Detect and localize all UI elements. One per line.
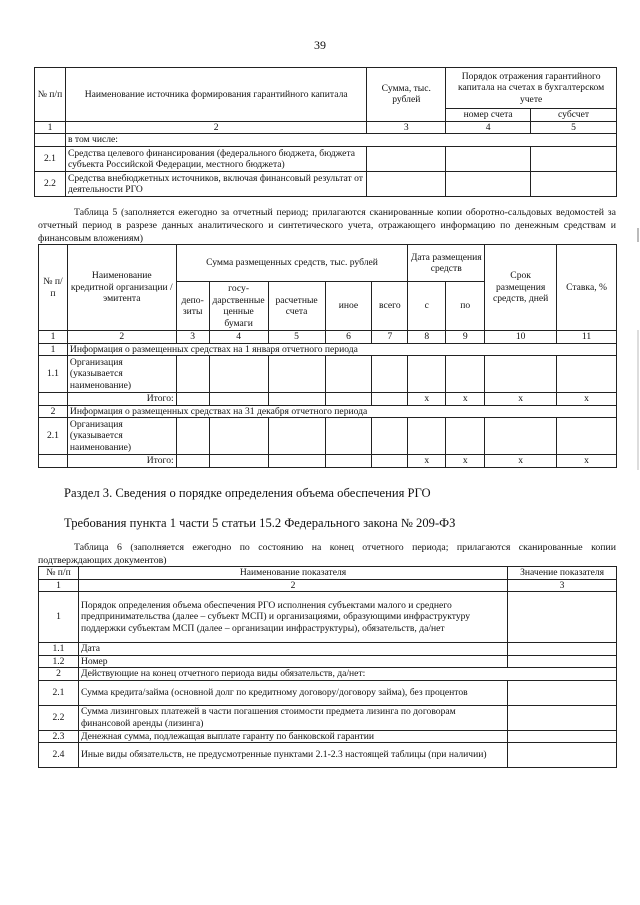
table-row bbox=[39, 643, 617, 656]
section3-heading: Раздел 3. Сведения о порядке определения объема обеспечения РГО bbox=[64, 486, 431, 500]
col-number: 1 bbox=[39, 579, 79, 592]
row-name: Денежная сумма, подлежащая выплате гаранту по банковской гарантии bbox=[78, 730, 507, 743]
deposits-total-cell[interactable] bbox=[176, 455, 209, 468]
header-sum-group: Сумма размещенных средств, тыс. рублей bbox=[176, 245, 408, 282]
subaccount-cell[interactable] bbox=[531, 147, 617, 172]
table-row bbox=[35, 172, 617, 197]
row-name: Средства целевого финансирования (федерального бюджета, бюджета субъекта Российской Федерации, местного бюджета) bbox=[65, 147, 366, 172]
gov-securities-cell[interactable] bbox=[209, 418, 268, 455]
row-num: 1.1 bbox=[39, 356, 68, 393]
table-row bbox=[35, 147, 617, 172]
col-number: 10 bbox=[485, 331, 557, 344]
table-row bbox=[39, 705, 617, 730]
table-row bbox=[39, 743, 617, 768]
x-mark: x bbox=[446, 455, 485, 468]
deposits-cell[interactable] bbox=[176, 418, 209, 455]
col-number: 2 bbox=[78, 579, 507, 592]
header-num: № п/п bbox=[39, 245, 68, 331]
row-num bbox=[35, 134, 66, 147]
table-row bbox=[39, 655, 617, 668]
other-total-cell[interactable] bbox=[325, 393, 372, 406]
page-number: 39 bbox=[314, 38, 326, 52]
obligations-table bbox=[38, 566, 617, 768]
scan-edge-mark bbox=[637, 228, 639, 242]
row-name: Дата bbox=[78, 643, 507, 656]
section-row bbox=[39, 405, 617, 418]
row-num: 2 bbox=[39, 668, 79, 681]
current-accounts-total-cell[interactable] bbox=[268, 393, 325, 406]
current-accounts-cell[interactable] bbox=[268, 356, 325, 393]
placed-funds-table bbox=[38, 244, 617, 468]
value-cell[interactable] bbox=[508, 655, 617, 668]
col-number: 3 bbox=[508, 579, 617, 592]
header-date-from: с bbox=[408, 282, 446, 331]
rate-cell[interactable] bbox=[557, 418, 617, 455]
header-deposits: депо-зиты bbox=[176, 282, 209, 331]
col-number: 2 bbox=[67, 331, 176, 344]
row-num: 1 bbox=[39, 592, 79, 643]
row-name: Сумма кредита/займа (основной долг по кредитному договору/договору займа), без процентов bbox=[78, 680, 507, 705]
col-number: 1 bbox=[35, 121, 66, 134]
value-cell[interactable] bbox=[508, 592, 617, 643]
row-num: 2.1 bbox=[39, 418, 68, 455]
header-accounting-order: Порядок отражения гарантийного капитала на счетах в бухгалтерском учете bbox=[446, 68, 617, 109]
section-row bbox=[39, 343, 617, 356]
guarantee-capital-table bbox=[34, 67, 617, 197]
total-cell[interactable] bbox=[372, 418, 408, 455]
header-total: всего bbox=[372, 282, 408, 331]
rate-cell[interactable] bbox=[557, 356, 617, 393]
header-source-name: Наименование источника формирования гарантийного капитала bbox=[65, 68, 366, 122]
other-cell[interactable] bbox=[325, 356, 372, 393]
row-num: 2.2 bbox=[35, 172, 66, 197]
row-num: 2.1 bbox=[39, 680, 79, 705]
header-sum: Сумма, тыс. рублей bbox=[367, 68, 446, 122]
col-number: 2 bbox=[65, 121, 366, 134]
header-indicator-name: Наименование показателя bbox=[78, 567, 507, 580]
deposits-cell[interactable] bbox=[176, 356, 209, 393]
deposits-total-cell[interactable] bbox=[176, 393, 209, 406]
term-cell[interactable] bbox=[485, 418, 557, 455]
x-mark: x bbox=[557, 393, 617, 406]
other-total-cell[interactable] bbox=[325, 455, 372, 468]
col-number: 1 bbox=[39, 331, 68, 344]
header-num: № п/п bbox=[39, 567, 79, 580]
header-org-name: Наименование кредитной организации / эмитента bbox=[67, 245, 176, 331]
row-name: Организация (указывается наименование) bbox=[67, 356, 176, 393]
section3-subheading: Требования пункта 1 части 5 статьи 15.2 Федерального закона № 209-ФЗ bbox=[64, 516, 456, 530]
header-num: № п/п bbox=[35, 68, 66, 122]
total-row bbox=[39, 455, 617, 468]
empty-cell bbox=[39, 393, 68, 406]
header-subaccount: субсчет bbox=[531, 109, 617, 122]
total-total-cell[interactable] bbox=[372, 455, 408, 468]
gov-securities-total-cell[interactable] bbox=[209, 393, 268, 406]
x-mark: x bbox=[485, 455, 557, 468]
table-row bbox=[39, 418, 617, 455]
col-number: 9 bbox=[446, 331, 485, 344]
x-mark: x bbox=[446, 393, 485, 406]
col-number: 8 bbox=[408, 331, 446, 344]
value-cell[interactable] bbox=[508, 730, 617, 743]
scan-edge-mark bbox=[637, 330, 639, 470]
table-row bbox=[35, 134, 617, 147]
header-term: Срок размещения средств, дней bbox=[485, 245, 557, 331]
value-cell[interactable] bbox=[508, 643, 617, 656]
total-label: Итого: bbox=[67, 393, 176, 406]
row-num: 2.4 bbox=[39, 743, 79, 768]
row-name: Номер bbox=[78, 655, 507, 668]
col-number: 3 bbox=[367, 121, 446, 134]
value-cell[interactable] bbox=[508, 680, 617, 705]
row-name: Сумма лизинговых платежей в части погашения стоимости предмета лизинга по договорам финансовой аренды (лизинга) bbox=[78, 705, 507, 730]
section-num: 1 bbox=[39, 343, 68, 356]
table-row bbox=[39, 592, 617, 643]
row-name: Средства внебюджетных источников, включая финансовый результат от деятельности РГО bbox=[65, 172, 366, 197]
header-account-number: номер счета bbox=[446, 109, 531, 122]
x-mark: x bbox=[408, 393, 446, 406]
header-date-to: по bbox=[446, 282, 485, 331]
row-name: в том числе: bbox=[65, 134, 616, 147]
row-num: 1.2 bbox=[39, 655, 79, 668]
row-name: Порядок определения объема обеспечения РГО исполнения субъектами малого и среднего предпринимательства (далее – субъект МСП) и организациями, образующими инфраструктуру поддержки субъектам МСП (далее – организации инфраструктуры), обязательств, да/нет bbox=[78, 592, 507, 643]
section-num: 2 bbox=[39, 405, 68, 418]
col-number: 11 bbox=[557, 331, 617, 344]
empty-cell bbox=[39, 455, 68, 468]
col-number: 5 bbox=[268, 331, 325, 344]
value-cell[interactable] bbox=[508, 743, 617, 768]
row-num: 2.2 bbox=[39, 705, 79, 730]
row-num: 1.1 bbox=[39, 643, 79, 656]
col-number: 3 bbox=[176, 331, 209, 344]
date-from-cell[interactable] bbox=[408, 418, 446, 455]
header-date-group: Дата размещения средств bbox=[408, 245, 485, 282]
current-accounts-cell[interactable] bbox=[268, 418, 325, 455]
subaccount-cell[interactable] bbox=[531, 172, 617, 197]
table6-caption: Таблица 6 (заполняется ежегодно по состоянию на конец отчетного периода; прилагаются сканированные копии подтверждающих документов) bbox=[38, 542, 616, 566]
row-name: Иные виды обязательств, не предусмотренные пунктами 2.1-2.3 настоящей таблицы (при наличии) bbox=[78, 743, 507, 768]
date-to-cell[interactable] bbox=[446, 418, 485, 455]
x-mark: x bbox=[408, 455, 446, 468]
col-number: 4 bbox=[446, 121, 531, 134]
value-cell[interactable] bbox=[508, 705, 617, 730]
row-name: Действующие на конец отчетного периода виды обязательств, да/нет: bbox=[78, 668, 616, 681]
account-cell[interactable] bbox=[446, 147, 531, 172]
total-row bbox=[39, 393, 617, 406]
total-label: Итого: bbox=[67, 455, 176, 468]
header-current-accounts: расчетные счета bbox=[268, 282, 325, 331]
table-row bbox=[39, 680, 617, 705]
sum-cell[interactable] bbox=[367, 172, 446, 197]
term-cell[interactable] bbox=[485, 356, 557, 393]
total-total-cell[interactable] bbox=[372, 393, 408, 406]
col-number: 7 bbox=[372, 331, 408, 344]
gov-securities-cell[interactable] bbox=[209, 356, 268, 393]
current-accounts-total-cell[interactable] bbox=[268, 455, 325, 468]
header-indicator-value: Значение показателя bbox=[508, 567, 617, 580]
row-name: Организация (указывается наименование) bbox=[67, 418, 176, 455]
x-mark: x bbox=[485, 393, 557, 406]
section-title: Информация о размещенных средствах на 1 января отчетного периода bbox=[67, 343, 616, 356]
table-row bbox=[39, 356, 617, 393]
total-cell[interactable] bbox=[372, 356, 408, 393]
x-mark: x bbox=[557, 455, 617, 468]
col-number: 5 bbox=[531, 121, 617, 134]
table-row bbox=[39, 730, 617, 743]
section-title: Информация о размещенных средствах на 31 декабря отчетного периода bbox=[67, 405, 616, 418]
section-row bbox=[39, 668, 617, 681]
sum-cell[interactable] bbox=[367, 147, 446, 172]
header-other: иное bbox=[325, 282, 372, 331]
table5-caption: Таблица 5 (заполняется ежегодно за отчетный период; прилагаются сканированные копии оборотно-сальдовых ведомостей за отчетный период в разрезе данных аналитического и синтетического учета, отражающего информацию по денежным средствам и финансовым вложениям) bbox=[38, 207, 616, 244]
account-cell[interactable] bbox=[446, 172, 531, 197]
date-from-cell[interactable] bbox=[408, 356, 446, 393]
row-num: 2.3 bbox=[39, 730, 79, 743]
col-number: 6 bbox=[325, 331, 372, 344]
row-num: 2.1 bbox=[35, 147, 66, 172]
col-number: 4 bbox=[209, 331, 268, 344]
gov-securities-total-cell[interactable] bbox=[209, 455, 268, 468]
other-cell[interactable] bbox=[325, 418, 372, 455]
date-to-cell[interactable] bbox=[446, 356, 485, 393]
header-rate: Ставка, % bbox=[557, 245, 617, 331]
header-gov-securities: госу-дарственные ценные бумаги bbox=[209, 282, 268, 331]
